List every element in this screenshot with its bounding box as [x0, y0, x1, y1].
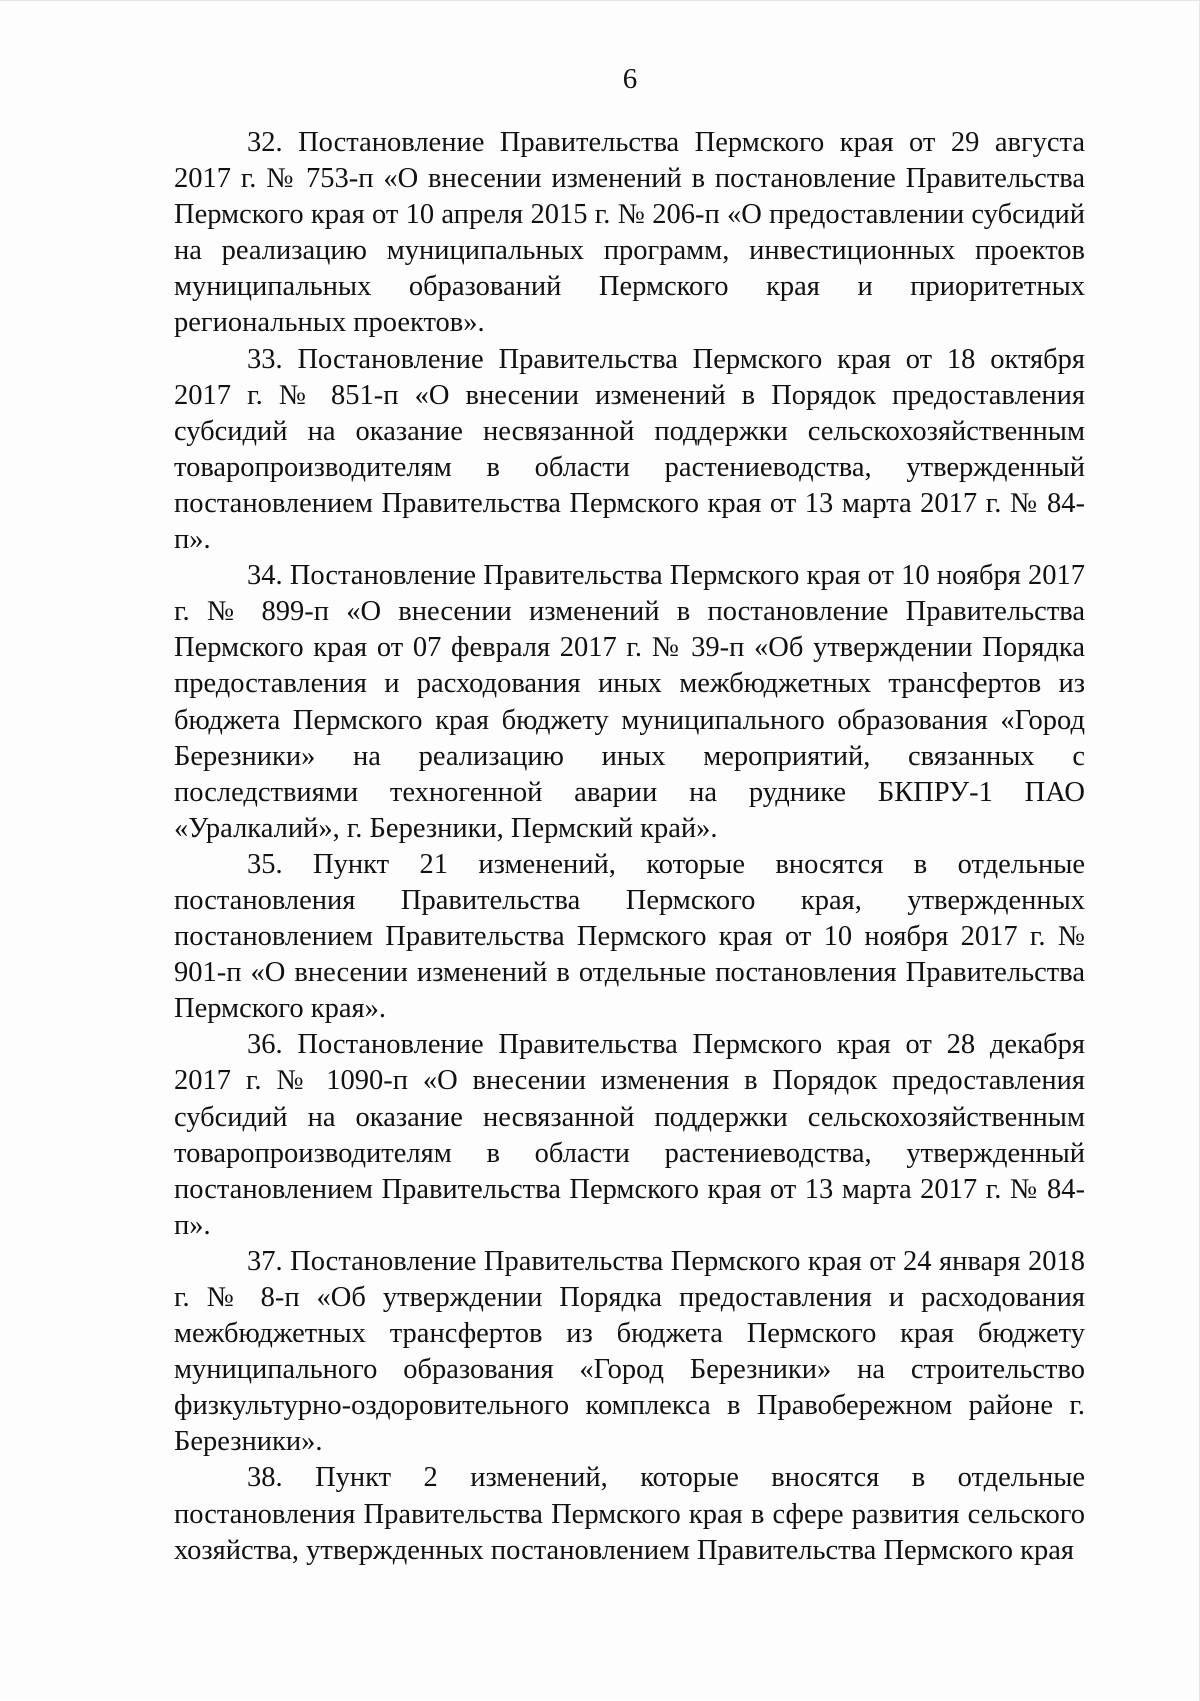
list-item-36: 36. Постановление Правительства Пермского края от 28 декабря 2017 г. № 1090-п «О внесении изменения в Порядок предоставления субсидий на оказание несвязанной поддержки сельскохозяйственным товаропроизводителям в области растениеводства, утвержденный постановлением Правительства Пермского края от 13 марта 2017 г. № 84-п». — [174, 1029, 1085, 1241]
list-item-34: 34. Постановление Правительства Пермского края от 10 ноября 2017 г. № 899-п «О внесении изменений в постановление Правительства Пермского края от 07 февраля 2017 г. № 39-п «Об утверждении Порядка предоставления и расходования иных межбюджетных трансфертов из бюджета Пермского края бюджету муниципального образования «Город Березники» на реализацию иных мероприятий, связанных с последствиями техногенной аварии на руднике БКПРУ-1 ПАО «Уралкалий», г. Березники, Пермский край». — [174, 560, 1085, 844]
list-item-35: 35. Пункт 21 изменений, которые вносятся в отдельные постановления Правительства Пермского края, утвержденных постановлением Правительства Пермского края от 10 ноября 2017 г. № 901-п «О внесении изменений в отдельные постановления Правительства Пермского края». — [174, 848, 1085, 1025]
list-item-37: 37. Постановление Правительства Пермского края от 24 января 2018 г. № 8-п «Об утверждении Порядка предоставления и расходования межбюджетных трансфертов из бюджета Пермского края бюджету муниципального образования «Город Березники» на строительство физкультурно-оздоровительного комплекса в Правобережном районе г. Березники». — [174, 1245, 1085, 1458]
list-item-33: 33. Постановление Правительства Пермского края от 18 октября 2017 г. № 851-п «О внесении изменений в Порядок предоставления субсидий на оказание несвязанной поддержки сельскохозяйственным товаропроизводителям в области растениеводства, утвержденный постановлением Правительства Пермского края от 13 марта 2017 г. № 84-п». — [174, 343, 1085, 556]
document-body — [174, 125, 1085, 1569]
list-item-38: 38. Пункт 2 изменений, которые вносятся в отдельные постановления Правительства Пермского края в сфере развития сельского хозяйства, утвержденных постановлением Правительства Пермского края — [174, 1462, 1085, 1566]
page-number: 6 — [622, 63, 638, 95]
list-item-32: 32. Постановление Правительства Пермского края от 29 августа 2017 г. № 753-п «О внесении изменений в постановление Правительства Пермского края от 10 апреля 2015 г. № 206-п «О предоставлении субсидий на реализацию муниципальных программ, инвестиционных проектов муниципальных образований Пермского края и приоритетных региональных проектов». — [174, 127, 1085, 339]
